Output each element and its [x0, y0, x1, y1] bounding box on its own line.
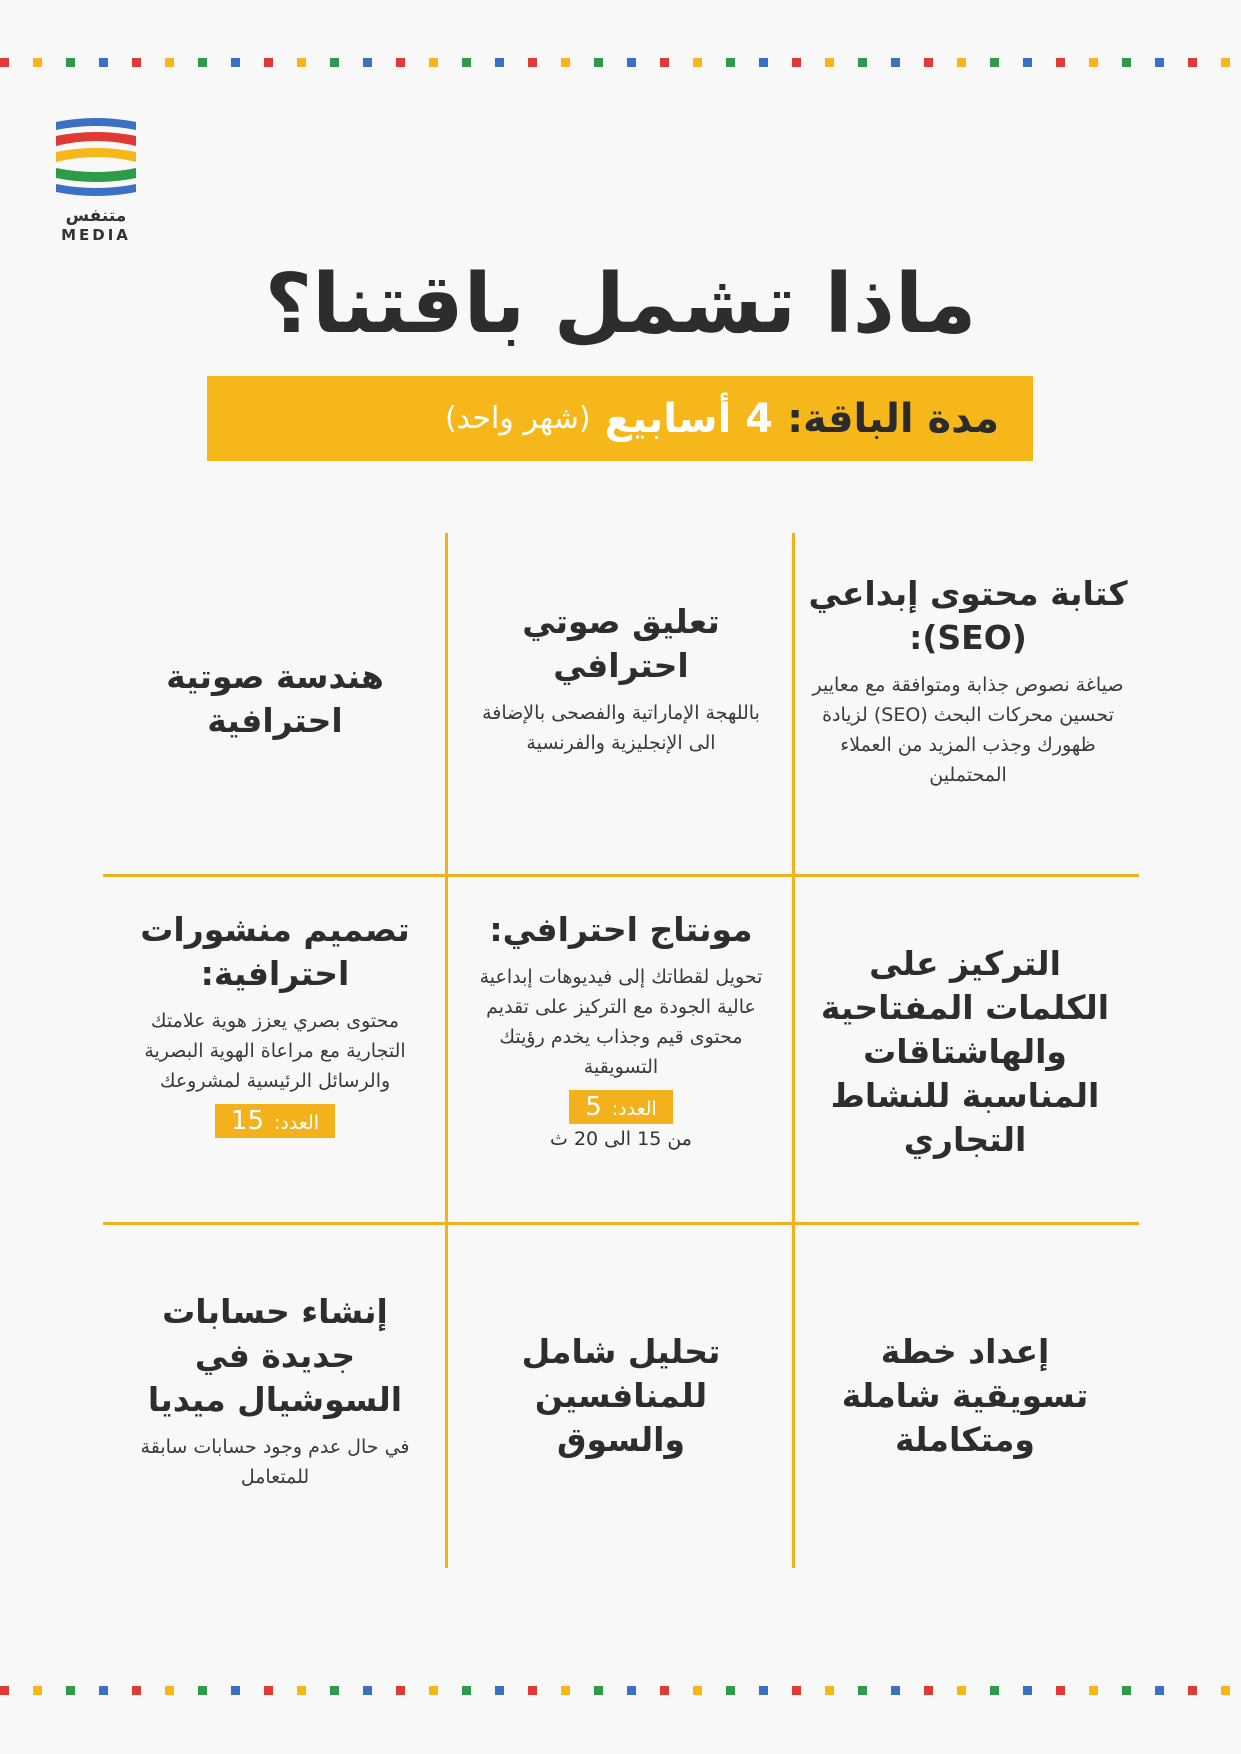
- border-dot: [1155, 58, 1164, 67]
- border-dot: [726, 58, 735, 67]
- border-dot: [1023, 58, 1032, 67]
- feature-video-editing: [466, 908, 776, 1152]
- border-dot: [396, 58, 405, 67]
- border-dot: [1155, 1686, 1164, 1695]
- logo-stripes-icon: [52, 116, 140, 198]
- border-dot: [1089, 58, 1098, 67]
- border-dot: [825, 58, 834, 67]
- grid-divider-horizontal: [103, 1222, 1139, 1225]
- border-dot: [264, 1686, 273, 1695]
- feature-description: باللهجة الإماراتية والفصحى بالإضافة الى الإنجليزية والفرنسية: [482, 702, 760, 754]
- feature-description: تحويل لقطاتك إلى فيديوهات إبداعية عالية الجودة مع التركيز على تقديم محتوى قيم وجذاب يخدم رؤيتك التسويقية: [479, 966, 763, 1078]
- feature-title: تحليل شامل للمنافسين والسوق: [521, 1332, 721, 1459]
- feature-marketing-plan: [810, 1330, 1120, 1462]
- border-dot: [33, 58, 42, 67]
- border-dot: [429, 58, 438, 67]
- border-dot: [1056, 58, 1065, 67]
- feature-market-analysis: [466, 1330, 776, 1462]
- border-dot: [495, 58, 504, 67]
- border-dot: [660, 58, 669, 67]
- feature-post-design: [120, 908, 430, 1138]
- border-dot: [924, 58, 933, 67]
- feature-title: تصميم منشورات احترافية:: [140, 910, 410, 993]
- border-dot: [792, 1686, 801, 1695]
- border-dot: [594, 58, 603, 67]
- grid-divider-horizontal: [103, 874, 1139, 877]
- border-dot: [1056, 1686, 1065, 1695]
- count-label: العدد:: [274, 1112, 320, 1134]
- border-dot: [528, 1686, 537, 1695]
- border-dot: [594, 1686, 603, 1695]
- border-dot: [363, 1686, 372, 1695]
- duration-band: [207, 376, 1033, 461]
- feature-title: إعداد خطة تسويقية شاملة ومتكاملة: [841, 1332, 1089, 1459]
- border-dot: [825, 1686, 834, 1695]
- border-dot: [462, 1686, 471, 1695]
- feature-keywords-hashtags: [810, 942, 1120, 1162]
- border-dot: [990, 1686, 999, 1695]
- border-dot: [759, 58, 768, 67]
- border-dot: [1188, 58, 1197, 67]
- border-dot: [297, 1686, 306, 1695]
- feature-seo-content: [808, 572, 1128, 790]
- grid-divider-vertical: [445, 533, 448, 1568]
- border-dot: [363, 58, 372, 67]
- duration-value: 4 أسابيع: [604, 395, 774, 442]
- border-dot: [231, 1686, 240, 1695]
- border-dot: [132, 58, 141, 67]
- feature-title: هندسة صوتية احترافية: [166, 657, 384, 740]
- feature-social-accounts: [120, 1290, 430, 1492]
- border-dot: [231, 58, 240, 67]
- border-dot: [957, 58, 966, 67]
- border-dot: [198, 58, 207, 67]
- border-dot: [660, 1686, 669, 1695]
- border-dot: [1221, 58, 1230, 67]
- border-dot: [1122, 58, 1131, 67]
- border-dot: [33, 1686, 42, 1695]
- duration-label: مدة الباقة:: [787, 395, 999, 442]
- border-dot: [561, 1686, 570, 1695]
- count-value: 15: [230, 1106, 264, 1136]
- border-dot: [957, 1686, 966, 1695]
- border-dot: [627, 58, 636, 67]
- border-dot: [132, 1686, 141, 1695]
- border-dot: [1122, 1686, 1131, 1695]
- border-dot: [627, 1686, 636, 1695]
- top-dot-border: [0, 58, 1241, 68]
- border-dot: [99, 1686, 108, 1695]
- count-label: العدد:: [611, 1098, 657, 1120]
- border-dot: [990, 58, 999, 67]
- duration-note: (شهر واحد): [444, 401, 591, 436]
- border-dot: [792, 58, 801, 67]
- count-badge: [215, 1104, 335, 1138]
- feature-description: صياغة نصوص جذابة ومتوافقة مع معايير تحسين محركات البحث (SEO) لزيادة ظهورك وجذب المزيد من العملاء المحتملين: [812, 674, 1124, 786]
- logo-english-text: MEDIA: [61, 226, 131, 244]
- border-dot: [165, 1686, 174, 1695]
- border-dot: [330, 58, 339, 67]
- border-dot: [495, 1686, 504, 1695]
- border-dot: [759, 1686, 768, 1695]
- border-dot: [1023, 1686, 1032, 1695]
- border-dot: [297, 58, 306, 67]
- border-dot: [858, 1686, 867, 1695]
- border-dot: [264, 58, 273, 67]
- logo-arabic-text: متنفس: [65, 206, 127, 226]
- border-dot: [693, 1686, 702, 1695]
- border-dot: [693, 58, 702, 67]
- border-dot: [1089, 1686, 1098, 1695]
- border-dot: [66, 1686, 75, 1695]
- feature-title: تعليق صوتي احترافي: [522, 602, 720, 685]
- border-dot: [891, 58, 900, 67]
- border-dot: [0, 58, 9, 67]
- feature-audio-engineering: [120, 655, 430, 743]
- border-dot: [0, 1686, 9, 1695]
- border-dot: [924, 1686, 933, 1695]
- border-dot: [528, 58, 537, 67]
- grid-divider-vertical: [792, 533, 795, 1568]
- feature-description: محتوى بصري يعزز هوية علامتك التجارية مع مراعاة الهوية البصرية والرسائل الرئيسية لمشروعك: [144, 1010, 406, 1092]
- border-dot: [1188, 1686, 1197, 1695]
- count-badge: [569, 1090, 673, 1124]
- border-dot: [66, 58, 75, 67]
- page-title: ماذا تشمل باقتنا؟: [264, 257, 977, 352]
- border-dot: [858, 58, 867, 67]
- feature-title: التركيز على الكلمات المفتاحية والهاشتاقات المناسبة للنشاط التجاري: [820, 944, 1110, 1159]
- feature-voice-over: [466, 600, 776, 758]
- border-dot: [1221, 1686, 1230, 1695]
- border-dot: [726, 1686, 735, 1695]
- border-dot: [165, 58, 174, 67]
- border-dot: [429, 1686, 438, 1695]
- feature-title: إنشاء حسابات جديدة في السوشيال ميديا: [147, 1292, 403, 1419]
- count-value: 5: [585, 1092, 602, 1122]
- feature-title: مونتاج احترافي:: [489, 910, 753, 949]
- feature-title: كتابة محتوى إبداعي (SEO):: [808, 574, 1128, 657]
- brand-logo: [52, 116, 140, 256]
- bottom-dot-border: [0, 1686, 1241, 1696]
- border-dot: [198, 1686, 207, 1695]
- border-dot: [462, 58, 471, 67]
- border-dot: [396, 1686, 405, 1695]
- border-dot: [330, 1686, 339, 1695]
- border-dot: [891, 1686, 900, 1695]
- feature-description: في حال عدم وجود حسابات سابقة للمتعامل: [140, 1436, 410, 1488]
- border-dot: [99, 58, 108, 67]
- border-dot: [561, 58, 570, 67]
- duration-range: من 15 الى 20 ث: [550, 1128, 692, 1150]
